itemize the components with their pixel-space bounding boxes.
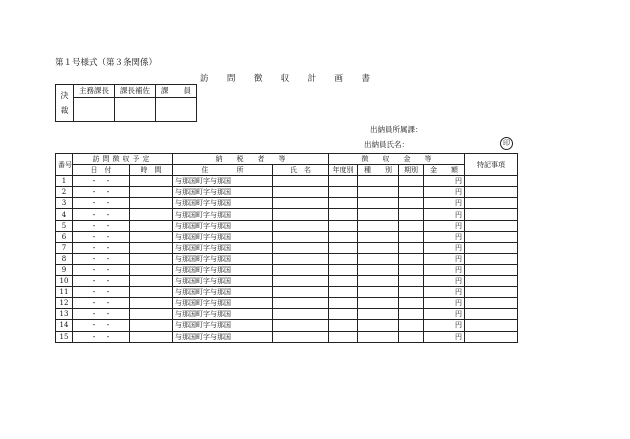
- date-cell[interactable]: ・ ・: [73, 176, 130, 187]
- header-number: 番号: [56, 154, 73, 176]
- fiscal-year-cell[interactable]: [329, 298, 358, 309]
- row-number: 4: [56, 209, 73, 220]
- fiscal-year-cell[interactable]: [329, 253, 358, 264]
- time-cell[interactable]: [130, 220, 173, 231]
- title-char: 訪: [200, 74, 209, 84]
- table-row: [56, 209, 518, 220]
- table-row: [56, 231, 518, 242]
- approval-label-top: 決: [60, 90, 69, 100]
- name-cell[interactable]: [273, 198, 329, 209]
- period-cell[interactable]: [399, 198, 424, 209]
- fiscal-year-cell[interactable]: [329, 220, 358, 231]
- type-cell[interactable]: [358, 253, 399, 264]
- header-amount: 金 額: [424, 165, 465, 176]
- table-row: [56, 276, 518, 287]
- type-cell[interactable]: [358, 320, 399, 331]
- header-remarks: 特記事項: [465, 154, 518, 176]
- amount-cell[interactable]: 円: [424, 320, 465, 331]
- type-cell[interactable]: [358, 298, 399, 309]
- amount-cell[interactable]: 円: [424, 287, 465, 298]
- sign-box-chief[interactable]: [74, 97, 115, 121]
- header-taxpayer: 納 税 者 等: [173, 154, 329, 165]
- name-cell[interactable]: [273, 320, 329, 331]
- fiscal-year-cell[interactable]: [329, 198, 358, 209]
- row-number: 6: [56, 231, 73, 242]
- address-cell[interactable]: 与那国町字与那国: [173, 209, 273, 220]
- time-cell[interactable]: [130, 187, 173, 198]
- table-row: [56, 320, 518, 331]
- fiscal-year-cell[interactable]: [329, 309, 358, 320]
- fiscal-year-cell[interactable]: [329, 176, 358, 187]
- name-cell[interactable]: [273, 187, 329, 198]
- time-cell[interactable]: [130, 309, 173, 320]
- fiscal-year-cell[interactable]: [329, 320, 358, 331]
- date-cell[interactable]: ・ ・: [73, 298, 130, 309]
- fiscal-year-cell[interactable]: [329, 264, 358, 275]
- name-cell[interactable]: [273, 309, 329, 320]
- period-cell[interactable]: [399, 176, 424, 187]
- address-cell[interactable]: 与那国町字与那国: [173, 287, 273, 298]
- table-row: [56, 176, 518, 187]
- time-cell[interactable]: [130, 176, 173, 187]
- remarks-cell[interactable]: [465, 242, 518, 253]
- fiscal-year-cell[interactable]: [329, 231, 358, 242]
- type-cell[interactable]: [358, 209, 399, 220]
- type-cell[interactable]: [358, 187, 399, 198]
- date-cell[interactable]: ・ ・: [73, 309, 130, 320]
- address-cell[interactable]: 与那国町字与那国: [173, 320, 273, 331]
- table-row: [56, 220, 518, 231]
- row-number: 12: [56, 298, 73, 309]
- header-date: 日 付: [73, 165, 130, 176]
- remarks-cell[interactable]: [465, 264, 518, 275]
- role-staff: 課 員: [156, 85, 197, 98]
- amount-cell[interactable]: 円: [424, 187, 465, 198]
- date-cell[interactable]: ・ ・: [73, 209, 130, 220]
- approval-box: [55, 84, 197, 122]
- date-cell[interactable]: ・ ・: [73, 331, 130, 342]
- time-cell[interactable]: [130, 253, 173, 264]
- address-cell[interactable]: 与那国町字与那国: [173, 276, 273, 287]
- date-cell[interactable]: ・ ・: [73, 276, 130, 287]
- row-number: 2: [56, 187, 73, 198]
- time-cell[interactable]: [130, 331, 173, 342]
- amount-cell[interactable]: 円: [424, 220, 465, 231]
- table-row: [56, 264, 518, 275]
- name-cell[interactable]: [273, 209, 329, 220]
- table-row: [56, 253, 518, 264]
- fiscal-year-cell[interactable]: [329, 242, 358, 253]
- period-cell[interactable]: [399, 320, 424, 331]
- address-cell[interactable]: 与那国町字与那国: [173, 298, 273, 309]
- header-visit-plan: 訪問徴収予定: [73, 154, 173, 165]
- name-cell[interactable]: [273, 176, 329, 187]
- time-cell[interactable]: [130, 231, 173, 242]
- remarks-cell[interactable]: [465, 231, 518, 242]
- name-cell[interactable]: [273, 220, 329, 231]
- remarks-cell[interactable]: [465, 253, 518, 264]
- amount-cell[interactable]: 円: [424, 298, 465, 309]
- address-cell[interactable]: 与那国町字与那国: [173, 253, 273, 264]
- sign-box-assistant[interactable]: [115, 97, 156, 121]
- row-number: 14: [56, 320, 73, 331]
- amount-cell[interactable]: 円: [424, 253, 465, 264]
- fiscal-year-cell[interactable]: [329, 276, 358, 287]
- row-number: 5: [56, 220, 73, 231]
- header-fiscal-year: 年度別: [329, 165, 358, 176]
- row-number: 15: [56, 331, 73, 342]
- address-cell[interactable]: 与那国町字与那国: [173, 331, 273, 342]
- period-cell[interactable]: [399, 209, 424, 220]
- table-row: [56, 287, 518, 298]
- period-cell[interactable]: [399, 331, 424, 342]
- type-cell[interactable]: [358, 331, 399, 342]
- period-cell[interactable]: [399, 276, 424, 287]
- header-type: 種 別: [358, 165, 399, 176]
- collector-name-label: 出納員氏名：: [364, 140, 409, 149]
- date-cell[interactable]: ・ ・: [73, 264, 130, 275]
- time-cell[interactable]: [130, 276, 173, 287]
- date-cell[interactable]: ・ ・: [73, 287, 130, 298]
- date-cell[interactable]: ・ ・: [73, 187, 130, 198]
- header-name: 氏 名: [273, 165, 329, 176]
- row-number: 3: [56, 198, 73, 209]
- type-cell[interactable]: [358, 264, 399, 275]
- remarks-cell[interactable]: [465, 176, 518, 187]
- sign-box-staff[interactable]: [156, 97, 197, 121]
- row-number: 10: [56, 276, 73, 287]
- period-cell[interactable]: [399, 309, 424, 320]
- fiscal-year-cell[interactable]: [329, 287, 358, 298]
- table-row: [56, 298, 518, 309]
- remarks-cell[interactable]: [465, 331, 518, 342]
- time-cell[interactable]: [130, 209, 173, 220]
- address-cell[interactable]: 与那国町字与那国: [173, 309, 273, 320]
- remarks-cell[interactable]: [465, 298, 518, 309]
- amount-cell[interactable]: 円: [424, 198, 465, 209]
- time-cell[interactable]: [130, 298, 173, 309]
- period-cell[interactable]: [399, 231, 424, 242]
- remarks-cell[interactable]: [465, 287, 518, 298]
- type-cell[interactable]: [358, 242, 399, 253]
- date-cell[interactable]: ・ ・: [73, 320, 130, 331]
- date-cell[interactable]: ・ ・: [73, 220, 130, 231]
- time-cell[interactable]: [130, 242, 173, 253]
- period-cell[interactable]: [399, 242, 424, 253]
- amount-cell[interactable]: 円: [424, 276, 465, 287]
- row-number: 13: [56, 309, 73, 320]
- row-number: 7: [56, 242, 73, 253]
- collector-department-label: 出納員所属課：: [370, 125, 423, 134]
- table-row: [56, 309, 518, 320]
- date-cell[interactable]: ・ ・: [73, 242, 130, 253]
- type-cell[interactable]: [358, 220, 399, 231]
- date-cell[interactable]: ・ ・: [73, 198, 130, 209]
- type-cell[interactable]: [358, 287, 399, 298]
- address-cell[interactable]: 与那国町字与那国: [173, 264, 273, 275]
- header-period: 期別: [399, 165, 424, 176]
- table-row: [56, 331, 518, 342]
- title-char: 書: [361, 74, 370, 84]
- time-cell[interactable]: [130, 264, 173, 275]
- period-cell[interactable]: [399, 187, 424, 198]
- remarks-cell[interactable]: [465, 198, 518, 209]
- header-collection: 徴 収 金 等: [329, 154, 465, 165]
- title-char: 計: [307, 74, 317, 84]
- name-cell[interactable]: [273, 298, 329, 309]
- approval-label-bottom: 裁: [60, 106, 69, 115]
- amount-cell[interactable]: 円: [424, 209, 465, 220]
- time-cell[interactable]: [130, 198, 173, 209]
- fiscal-year-cell[interactable]: [329, 331, 358, 342]
- name-cell[interactable]: [273, 242, 329, 253]
- date-cell[interactable]: ・ ・: [73, 231, 130, 242]
- name-cell[interactable]: [273, 231, 329, 242]
- name-cell[interactable]: [273, 276, 329, 287]
- name-cell[interactable]: [273, 253, 329, 264]
- document-title: [200, 72, 370, 84]
- type-cell[interactable]: [358, 309, 399, 320]
- fiscal-year-cell[interactable]: [329, 187, 358, 198]
- title-char: 問: [226, 74, 236, 84]
- role-assistant: 課長補佐: [115, 85, 156, 98]
- title-char: 画: [334, 74, 344, 84]
- approval-label: [56, 85, 74, 122]
- visit-plan-table: [55, 153, 518, 343]
- address-cell[interactable]: 与那国町字与那国: [173, 176, 273, 187]
- address-cell[interactable]: 与那国町字与那国: [173, 231, 273, 242]
- form-number: 第１号様式（第３条関係）: [55, 58, 158, 68]
- type-cell[interactable]: [358, 231, 399, 242]
- period-cell[interactable]: [399, 287, 424, 298]
- fiscal-year-cell[interactable]: [329, 209, 358, 220]
- amount-cell[interactable]: 円: [424, 242, 465, 253]
- period-cell[interactable]: [399, 220, 424, 231]
- address-cell[interactable]: 与那国町字与那国: [173, 242, 273, 253]
- row-number: 1: [56, 176, 73, 187]
- remarks-cell[interactable]: [465, 209, 518, 220]
- type-cell[interactable]: [358, 198, 399, 209]
- amount-cell[interactable]: 円: [424, 331, 465, 342]
- amount-cell[interactable]: 円: [424, 264, 465, 275]
- row-number: 11: [56, 287, 73, 298]
- row-number: 8: [56, 253, 73, 264]
- remarks-cell[interactable]: [465, 187, 518, 198]
- table-row: [56, 242, 518, 253]
- amount-cell[interactable]: 円: [424, 309, 465, 320]
- header-address: 住 所: [173, 165, 273, 176]
- table-row: [56, 198, 518, 209]
- title-char: 収: [280, 74, 290, 84]
- table-row: [56, 187, 518, 198]
- remarks-cell[interactable]: [465, 276, 518, 287]
- name-cell[interactable]: [273, 264, 329, 275]
- period-cell[interactable]: [399, 253, 424, 264]
- time-cell[interactable]: [130, 320, 173, 331]
- amount-cell[interactable]: 円: [424, 231, 465, 242]
- date-cell[interactable]: ・ ・: [73, 253, 130, 264]
- name-cell[interactable]: [273, 331, 329, 342]
- title-char: 徴: [253, 74, 263, 84]
- remarks-cell[interactable]: [465, 220, 518, 231]
- remarks-cell[interactable]: [465, 320, 518, 331]
- remarks-cell[interactable]: [465, 309, 518, 320]
- header-time: 時 間: [130, 165, 173, 176]
- type-cell[interactable]: [358, 276, 399, 287]
- period-cell[interactable]: [399, 298, 424, 309]
- amount-cell[interactable]: 円: [424, 176, 465, 187]
- role-chief: 主務課長: [74, 85, 115, 98]
- row-number: 9: [56, 264, 73, 275]
- seal-icon: 印: [500, 137, 513, 150]
- name-cell[interactable]: [273, 287, 329, 298]
- address-cell[interactable]: 与那国町字与那国: [173, 198, 273, 209]
- address-cell[interactable]: 与那国町字与那国: [173, 220, 273, 231]
- period-cell[interactable]: [399, 264, 424, 275]
- time-cell[interactable]: [130, 287, 173, 298]
- address-cell[interactable]: 与那国町字与那国: [173, 187, 273, 198]
- type-cell[interactable]: [358, 176, 399, 187]
